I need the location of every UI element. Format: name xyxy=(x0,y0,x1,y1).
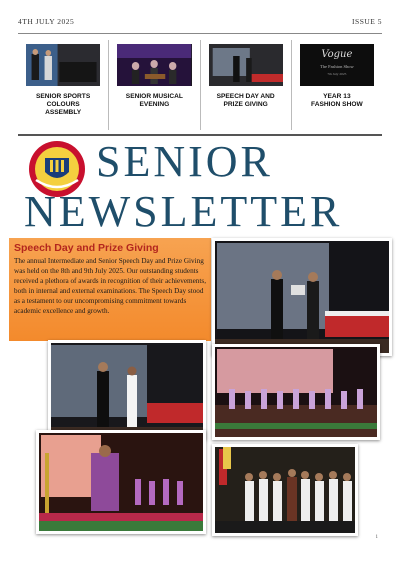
photo-student-prize xyxy=(48,340,206,440)
highlight-caption: SENIOR SPORTS COLOURS ASSEMBLY xyxy=(36,93,91,117)
sports-assembly-photo xyxy=(26,44,100,86)
masthead-line2: NEWSLETTER xyxy=(24,187,343,236)
musical-evening-photo xyxy=(117,44,191,86)
issue-number: ISSUE 5 xyxy=(352,17,382,26)
photo-group-students xyxy=(212,444,358,536)
article-title: Speech Day and Prize Giving xyxy=(14,242,159,254)
speech-day-photo xyxy=(209,44,283,86)
highlight-caption: SENIOR MUSICAL EVENING xyxy=(125,93,183,109)
highlight-musical-evening[interactable] xyxy=(109,40,200,130)
issue-date: 4TH JULY 2025 xyxy=(18,17,75,26)
top-bar xyxy=(18,0,382,34)
highlights-row xyxy=(18,40,382,130)
photo-dance-performance xyxy=(212,344,380,440)
highlight-caption: YEAR 13 FASHION SHOW xyxy=(311,93,363,109)
highlight-speech-day[interactable] xyxy=(201,40,292,130)
highlight-sports-colours[interactable] xyxy=(18,40,109,130)
divider xyxy=(18,134,382,136)
highlight-fashion-show[interactable] xyxy=(292,40,382,130)
page-number: 1 xyxy=(375,535,378,540)
highlight-caption: SPEECH DAY AND PRIZE GIVING xyxy=(216,93,275,109)
masthead-line1: SENIOR xyxy=(96,137,273,186)
fashion-show-poster: Vogue The Fashion Show 7th July 2025 xyxy=(300,44,374,86)
photo-classical-dance xyxy=(36,430,206,534)
article-box xyxy=(9,238,211,341)
article-body: The annual Intermediate and Senior Speech Day and Prize Giving was held on the 8th and 9th July 2025. Our outstanding students received a plethora of awards in recognition of their achievements, both in internal and external examinations. The Speech Day stood as a testament to our uncompromising commitment towards academic excellence and growth. xyxy=(14,257,206,315)
photo-stage-award xyxy=(212,238,392,356)
